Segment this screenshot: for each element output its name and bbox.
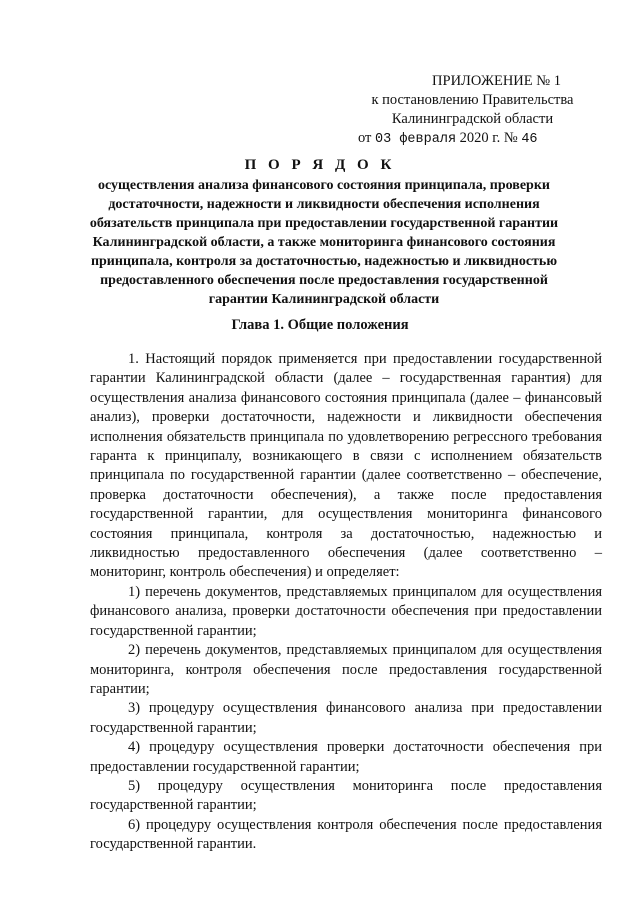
list-item-6: 6) процедуру осуществления контроля обеспечения после предоставления государственной гарантии.: [90, 816, 602, 853]
list-item-1: 1) перечень документов, представляемых принципалом для осуществления финансового анализа, проверки достаточности обеспечения при предоставлении государственной гарантии;: [90, 583, 602, 639]
appendix-order-line: [340, 129, 605, 149]
chapter-title: Глава 1. Общие положения: [231, 317, 409, 333]
appendix-block: [340, 72, 605, 149]
list-item-5: 5) процедуру осуществления мониторинга после предоставления государственной гарантии;: [90, 777, 602, 814]
document-subtitle: осуществления анализа финансового состояния принципала, проверки достаточности, надежности и ликвидности обеспечения исполнения обязательств принципала при предоставлении государственной гарантии Калининградской области, а также мониторинга финансового состояния принципала, контроля за достаточностью, надежностью и ликвидностью предоставленного обеспечения после предоставления государственной гарантии Калининградской области: [89, 178, 559, 307]
order-year: 2020 г. №: [459, 130, 518, 146]
paragraph-1: 1. Настоящий порядок применяется при предоставлении государственной гарантии Калининградской области (далее – государственная гарантия) для осуществления анализа финансового состояния принципала (далее – финансовый анализ), проверки достаточности, надежности и ликвидности обеспечения исполнения обязательств принципала по удовлетворению регрессного требования гаранта к принципалу, возникающего в связи с исполнением обязательств принципала по государственной гарантии (далее соответственно – обеспечение, проверка достаточности обеспечения), а также после предоставления государственной гарантии, для осуществления мониторинга финансового состояния принципала, контроля за достаточностью, надежностью и ликвидностью предоставленного обеспечения (далее соответственно – мониторинг, контроль обеспечения) и определяет:: [90, 351, 602, 581]
list-item-4: 4) процедуру осуществления проверки достаточности обеспечения при предоставлении государственной гарантии;: [90, 739, 602, 775]
order-prefix: от: [358, 130, 372, 146]
document-body: [90, 350, 602, 855]
list-item-2: 2) перечень документов, представляемых принципалом для осуществления мониторинга, контроля обеспечения после предоставления государственной гарантии;: [90, 642, 602, 697]
document-heading: П О Р Я Д О К: [244, 157, 396, 173]
list-item-3: 3) процедуру осуществления финансового анализа при предоставлении государственной гарантии;: [90, 700, 602, 736]
order-number: 46: [521, 132, 538, 147]
appendix-resolution-line: к постановлению Правительства: [371, 92, 574, 108]
order-date: 03 февраля: [375, 132, 457, 147]
appendix-title: ПРИЛОЖЕНИЕ № 1: [432, 73, 561, 89]
appendix-region-line: Калининградской области: [391, 111, 554, 127]
